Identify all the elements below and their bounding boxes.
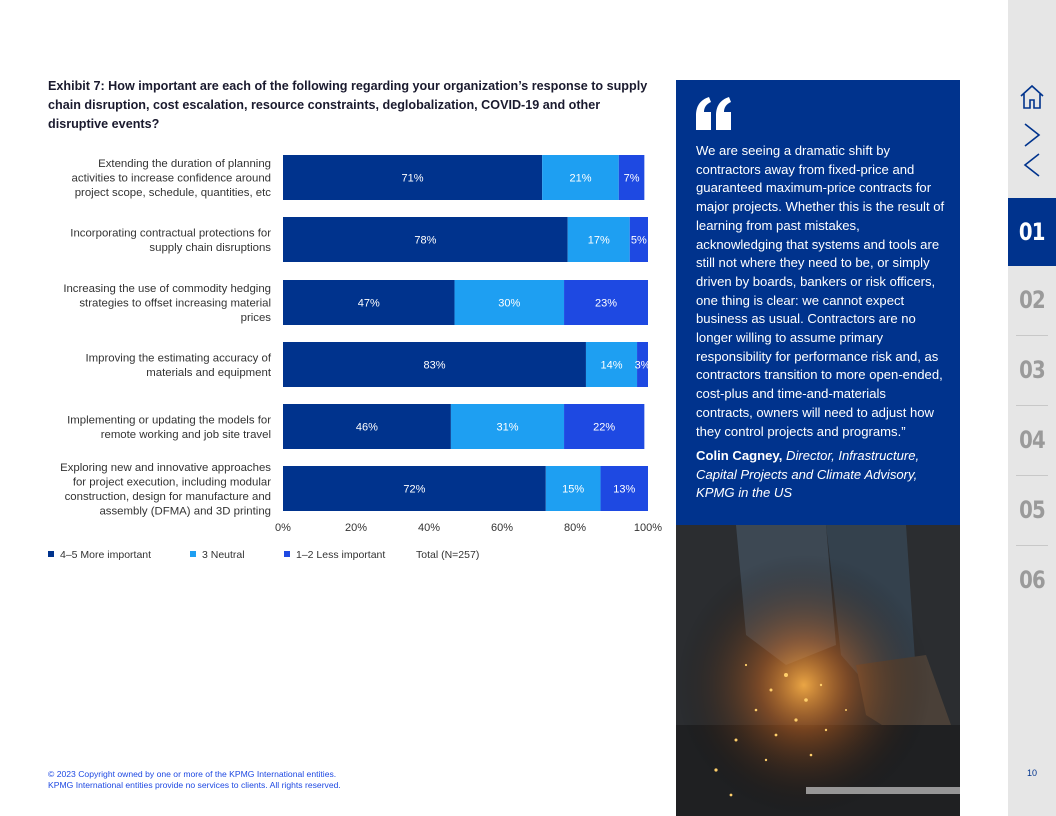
legend-item-less-important [284, 549, 385, 561]
chapter-tab-06[interactable]: 06 [1019, 566, 1045, 594]
x-tick-label: 0% [275, 522, 291, 534]
data-label: 71% [401, 172, 424, 185]
x-tick-label: 80% [563, 522, 587, 534]
category-label-line: remote working and job site travel [100, 428, 271, 441]
chapter-tab-02[interactable]: 02 [1019, 286, 1045, 314]
x-tick-label: 40% [417, 522, 441, 534]
chapter-tab-03[interactable]: 03 [1019, 356, 1045, 384]
data-label: 14% [600, 359, 623, 372]
legend-item-more-important [48, 549, 151, 561]
category-label-line: materials and equipment [146, 366, 271, 379]
quote-text: We are seeing a dramatic shift by contractors away from fixed-price and guaranteed maximum-price contracts for major projects. Whether this is the result of learning from past mistakes, acknowledging that systems and tools are still not where they need to be, or simply driven by boards, bankers or risk officers, one thing is clear: we cannot expect business as usual. Contractors are no longer willing to assume primary responsibility for performance risk and, as contractors transition to more open-ended, cost-plus and time-and-materials contracts, owners will need to adjust how they control projects and programs.” [696, 143, 945, 439]
data-label: 31% [496, 421, 519, 434]
category-label [67, 414, 271, 441]
nav-divider [1016, 475, 1048, 476]
data-label: 72% [403, 483, 426, 496]
category-label [72, 158, 272, 199]
x-tick-label: 20% [344, 522, 368, 534]
category-label-line: activities to increase confidence around [71, 172, 271, 185]
category-label-line: supply chain disruptions [149, 241, 271, 254]
legend-swatch [48, 551, 54, 557]
page-number: 10 [1026, 768, 1037, 778]
data-label: 78% [414, 234, 437, 247]
category-label-line: Increasing the use of commodity hedging [63, 283, 271, 295]
category-label-line: assembly (DFMA) and 3D printing [99, 505, 271, 518]
nav-divider [1016, 335, 1048, 336]
chapter-tab-05[interactable]: 05 [1019, 496, 1045, 524]
legend-total: Total (N=257) [416, 549, 480, 561]
data-label: 15% [562, 483, 585, 496]
data-label: 23% [595, 297, 618, 310]
stacked-bar-chart [0, 0, 670, 545]
category-label-line: project scope, schedule, quantities, etc [74, 187, 271, 199]
data-label: 83% [423, 359, 446, 372]
category-label [86, 352, 272, 379]
previous-page-button[interactable] [1008, 150, 1056, 180]
category-label [70, 227, 271, 254]
quote-panel [676, 80, 960, 525]
legend-label: 1–2 Less important [296, 549, 386, 561]
data-label: 3% [634, 359, 651, 372]
legend-label: 3 Neutral [202, 549, 245, 561]
home-button[interactable] [1008, 80, 1056, 114]
quote-attribution [696, 447, 946, 503]
data-label: 46% [355, 421, 378, 434]
next-page-button[interactable] [1008, 120, 1056, 150]
category-label-line: Incorporating contractual protections for [70, 227, 271, 240]
category-label [63, 283, 271, 324]
home-icon [1018, 83, 1046, 111]
quote-author: Colin Cagney, [696, 448, 783, 463]
category-label-line: Extending the duration of planning [98, 158, 271, 170]
copyright-footer [48, 769, 341, 791]
exhibit-title: Exhibit 7: How important are each of the following regarding your organization’s response to supply chain disruption, cost escalation, resource constraints, deglobalization, COVID-19 and other disruptive events? [48, 79, 648, 131]
copyright-line: KPMG International entities provide no services to clients. All rights reserved. [48, 780, 341, 790]
data-label: 47% [357, 297, 380, 310]
legend-swatch [284, 551, 290, 557]
data-label: 21% [569, 172, 592, 185]
category-label [60, 462, 271, 518]
chapter-number: 01 [1019, 218, 1045, 246]
chevron-right-icon [1021, 122, 1043, 148]
category-label-line: Exploring new and innovative approaches [60, 461, 271, 474]
chapter-tab-01[interactable] [1008, 198, 1056, 266]
data-label: 17% [587, 234, 610, 247]
data-label: 30% [498, 297, 521, 310]
legend-item-neutral [190, 549, 245, 561]
data-label: 7% [623, 172, 640, 185]
category-label-line: construction, design for manufacture and [64, 490, 271, 503]
photo-illustration [676, 525, 960, 816]
chapter-navigation [1008, 0, 1056, 816]
data-label: 5% [630, 234, 647, 247]
data-label: 13% [613, 483, 636, 496]
category-label-line: for project execution, including modular [72, 476, 271, 489]
quote-mark-icon [694, 94, 734, 134]
category-label-line: Implementing or updating the models for [67, 414, 271, 427]
chapter-tab-04[interactable]: 04 [1019, 426, 1045, 454]
category-label-line: strategies to offset increasing material [79, 297, 271, 310]
legend-swatch [190, 551, 196, 557]
legend-label: 4–5 More important [60, 549, 152, 561]
nav-divider [1016, 545, 1048, 546]
welding-sparks-photo [676, 525, 960, 816]
category-label-line: prices [240, 312, 271, 324]
x-tick-label: 100% [633, 522, 663, 534]
chevron-left-icon [1021, 152, 1043, 178]
data-label: 22% [593, 421, 616, 434]
category-label-line: Improving the estimating accuracy of [85, 352, 271, 365]
x-tick-label: 60% [490, 522, 514, 534]
quote-author-role: Director, Infrastructure, Capital Projects and Climate Advisory, KPMG in the US [696, 448, 920, 501]
nav-divider [1016, 405, 1048, 406]
copyright-line: © 2023 Copyright owned by one or more of the KPMG International entities. [48, 769, 337, 779]
